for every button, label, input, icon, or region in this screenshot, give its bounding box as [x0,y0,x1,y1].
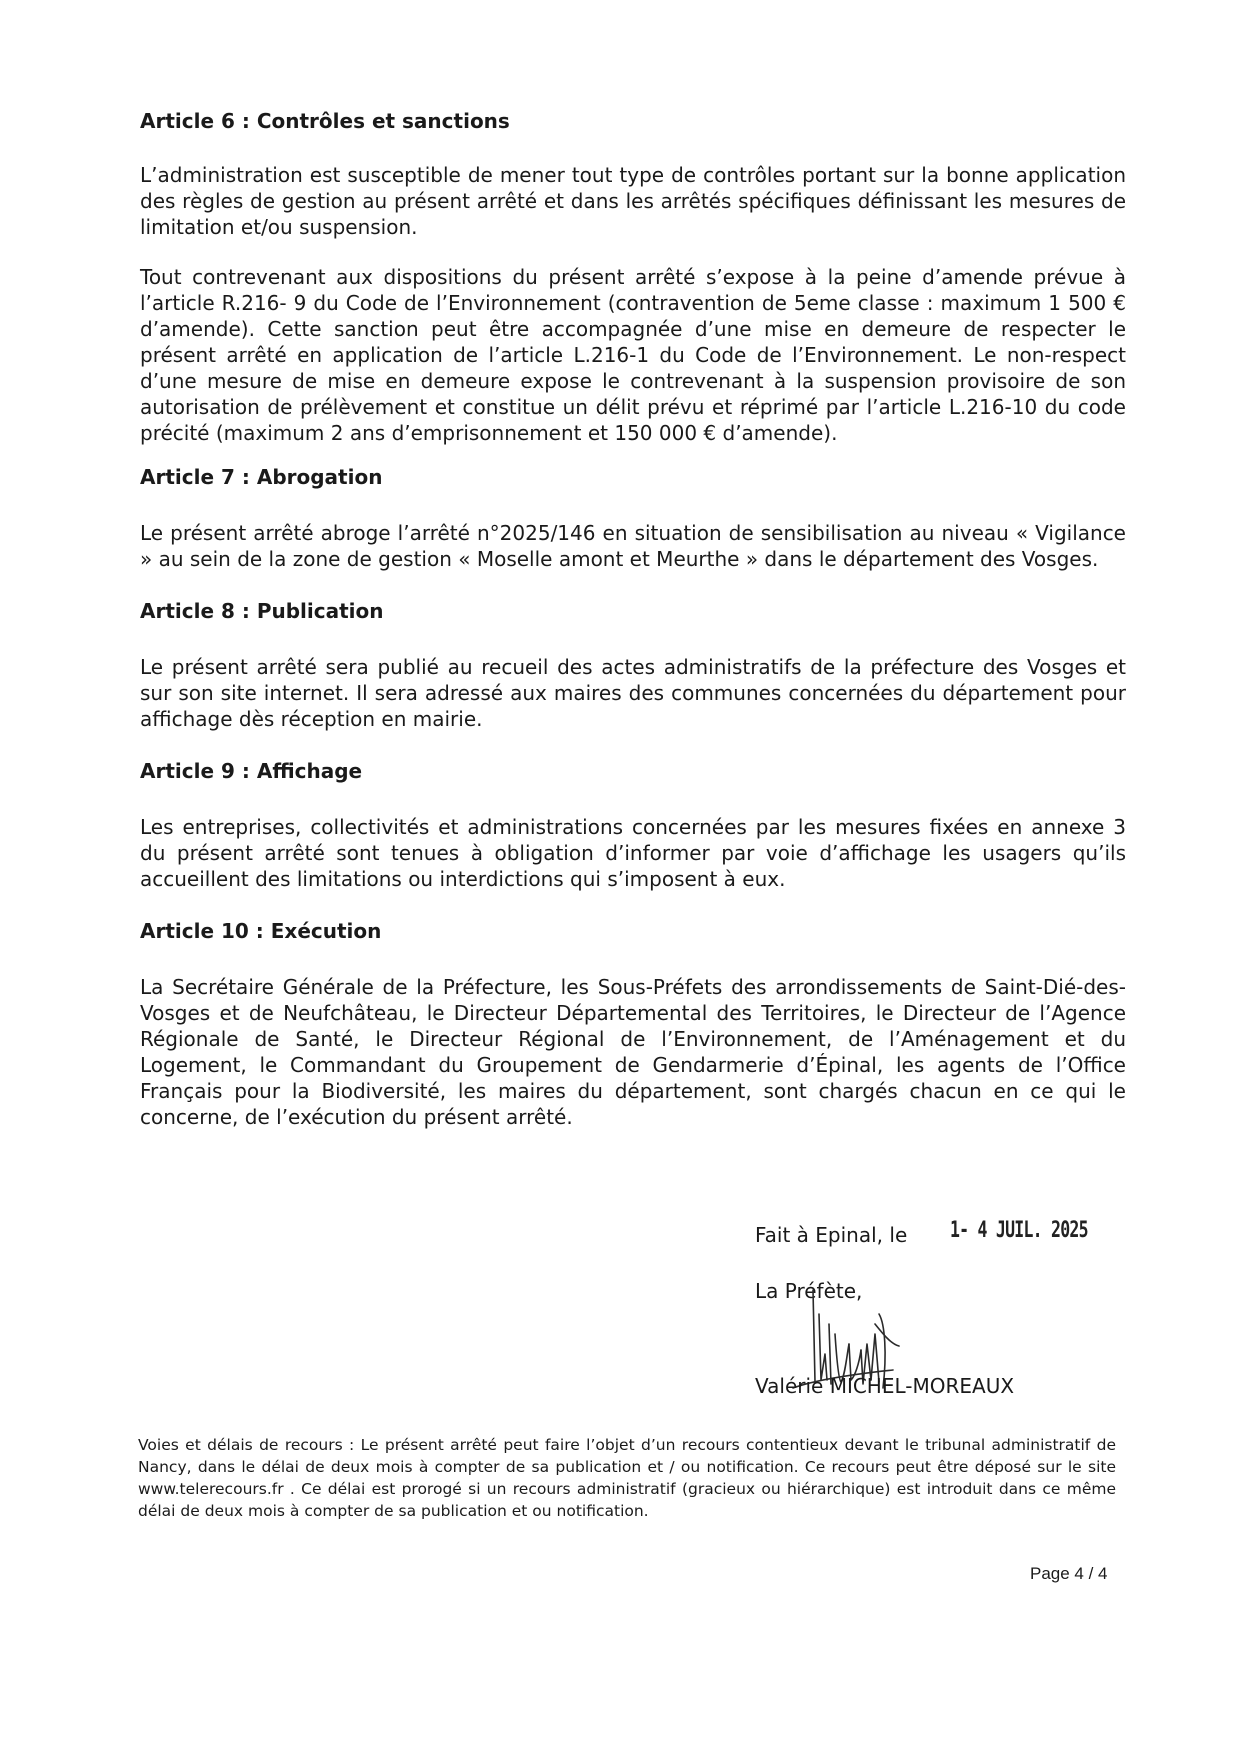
article-10-paragraph-1: La Secrétaire Générale de la Préfecture, les Sous-Préfets des arrondissements de Saint-Dié-des-Vosges et de Neufchâteau, le Directeur Départemental des Territoires, le Directeur de l’Agence Régionale de Santé, le Directeur Régional de l’Environnement, de l’Aménagement et du Logement, le Commandant du Groupement de Gendarmerie d’Épinal, les agents de l’Office Français pour la Biodiversité, les maires du département, sont chargés chacun en ce qui le concerne, de l’exécution du présent arrêté. [140,975,1126,1129]
document-body [140,108,1126,1130]
article-6-paragraph-1: L’administration est susceptible de mener tout type de contrôles portant sur la bonne application des règles de gestion au présent arrêté et dans les arrêtés spécifiques définissant les mesures de limitation et/ou suspension. [140,163,1126,239]
place-line: Fait à Epinal, le [755,1223,908,1247]
signatory-role: La Préfète, [755,1279,863,1303]
article-8-paragraph-1: Le présent arrêté sera publié au recueil des actes administratifs de la préfecture des Vosges et sur son site internet. Il sera adressé aux maires des communes concernées du département pour affichage dès réception en mairie. [140,655,1126,731]
article-7-title: Article 7 : Abrogation [140,465,383,489]
place-date-line [755,1222,907,1248]
appeal-notice: Voies et délais de recours : Le présent arrêté peut faire l’objet d’un recours contentieux devant le tribunal administratif de Nancy, dans le délai de deux mois à compter de sa publication et / ou notification. Ce recours peut être déposé sur le site www.telerecours.fr . Ce délai est prorogé si un recours administratif (gracieux ou hiérarchique) est introduit dans ce même délai de deux mois à compter de sa publication et ou notification. [138,1436,1116,1520]
page-number: Page 4 / 4 [1030,1564,1108,1583]
article-8-title: Article 8 : Publication [140,599,384,623]
article-9-title: Article 9 : Affichage [140,759,363,783]
article-9-paragraph-1: Les entreprises, collectivités et administrations concernées par les mesures fixées en annexe 3 du présent arrêté sont tenues à obligation d’informer par voie d’affichage les usagers qu’ils accueillent des limitations ou interdictions qui s’imposent à eux. [140,815,1126,891]
signatory-name: Valérie MICHEL-MOREAUX [755,1374,1015,1398]
article-10-title: Article 10 : Exécution [140,919,382,943]
article-6-paragraph-2: Tout contrevenant aux dispositions du présent arrêté s’expose à la peine d’amende prévue à l’article R.216- 9 du Code de l’Environnement (contravention de 5eme classe : maximum 1 500 € d’amende). Cette sanction peut être accompagnée d’une mise en demeure de respecter le présent arrêté en application de l’article L.216-1 du Code de l’Environnement. Le non-respect d’une mesure de mise en demeure expose le contrevenant à la suspension provisoire de son autorisation de prélèvement et constitue un délit prévu et réprimé par l’article L.216-10 du code précité (maximum 2 ans d’emprisonnement et 150 000 € d’amende). [140,265,1126,445]
date-stamp: 1- 4 JUIL. 2025 [950,1218,1088,1243]
article-7-paragraph-1: Le présent arrêté abroge l’arrêté n°2025/146 en situation de sensibilisation au niveau « Vigilance » au sein de la zone de gestion « Moselle amont et Meurthe » dans le département des Vosges. [140,521,1126,571]
article-6-title: Article 6 : Contrôles et sanctions [140,109,510,133]
